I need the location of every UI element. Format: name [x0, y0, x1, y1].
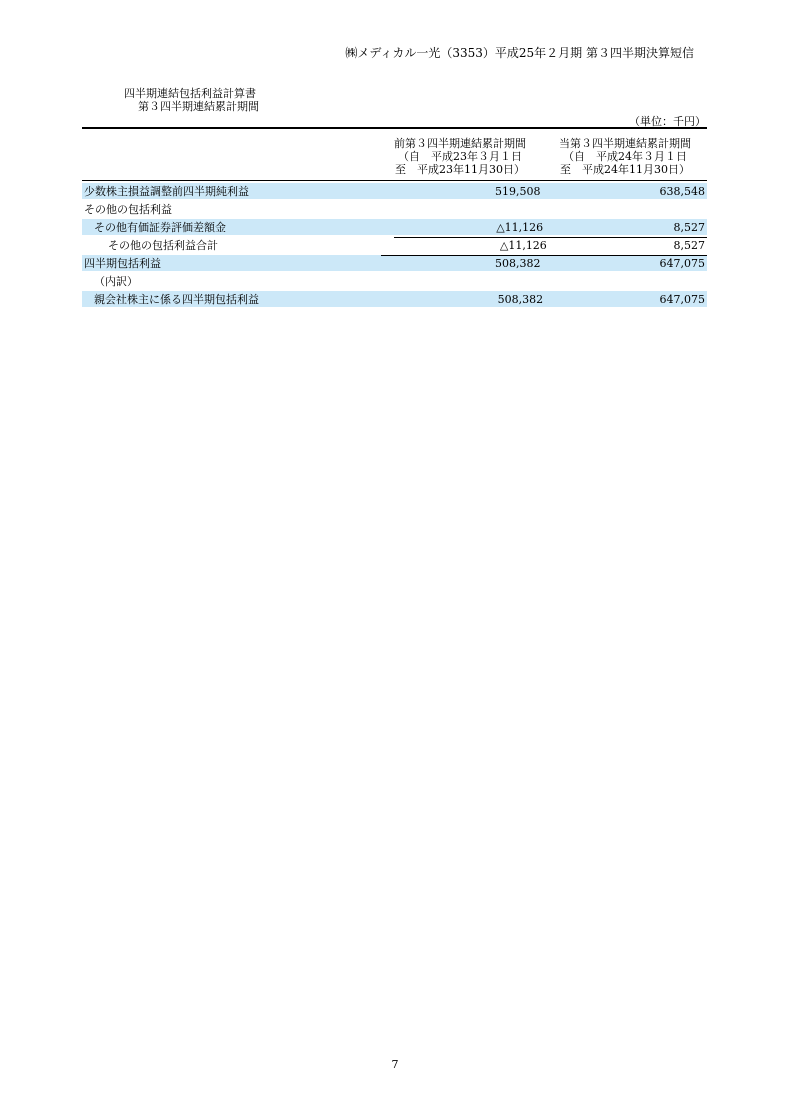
prior-period-header: [380, 137, 540, 176]
current-value: 638,548: [659, 184, 705, 198]
table-row: [82, 237, 707, 253]
statement-title: 四半期連結包括利益計算書: [124, 87, 256, 100]
row-label: その他の包括利益合計: [108, 239, 218, 252]
table-row: [82, 291, 707, 307]
document-header: ㈱メディカル一光（3353）平成25年２月期 第３四半期決算短信: [345, 46, 694, 60]
prior-value: 519,508: [495, 184, 541, 198]
prior-value: 508,382: [497, 292, 544, 306]
current-value: 8,527: [549, 237, 707, 253]
table-row: [82, 219, 707, 235]
row-label: その他の包括利益: [84, 203, 172, 216]
table-row: [82, 201, 707, 217]
statement-title-block: [124, 87, 259, 113]
table-row: [82, 273, 707, 289]
current-period-header: [545, 137, 705, 176]
page-number: 7: [391, 1058, 399, 1071]
row-label: 親会社株主に係る四半期包括利益: [94, 293, 259, 306]
prior-value: △11,126: [496, 220, 544, 234]
row-label: （内訳）: [94, 275, 138, 288]
current-period-end: 至 平成24年11月30日）: [560, 163, 690, 176]
table-row: [82, 183, 707, 199]
row-label: 少数株主損益調整前四半期純利益: [84, 185, 249, 198]
row-label: 四半期包括利益: [84, 257, 161, 270]
prior-period-start: （自 平成23年３月１日: [398, 150, 522, 163]
current-value: 647,075: [543, 255, 707, 271]
current-value: 8,527: [673, 220, 705, 234]
unit-label: （単位：千円）: [629, 115, 706, 128]
table-row: [82, 255, 707, 271]
column-header: [82, 129, 707, 181]
prior-period-title: 前第３四半期連結累計期間: [394, 137, 526, 150]
statement-subtitle: 第３四半期連結累計期間: [138, 100, 259, 113]
prior-period-end: 至 平成23年11月30日）: [395, 163, 525, 176]
prior-value: △11,126: [394, 237, 549, 253]
current-period-title: 当第３四半期連結累計期間: [559, 137, 691, 150]
row-label: その他有価証券評価差額金: [94, 221, 226, 234]
current-value: 647,075: [659, 292, 705, 306]
current-period-start: （自 平成24年３月１日: [563, 150, 687, 163]
income-statement-table: [82, 127, 707, 307]
prior-value: 508,382: [381, 255, 542, 271]
